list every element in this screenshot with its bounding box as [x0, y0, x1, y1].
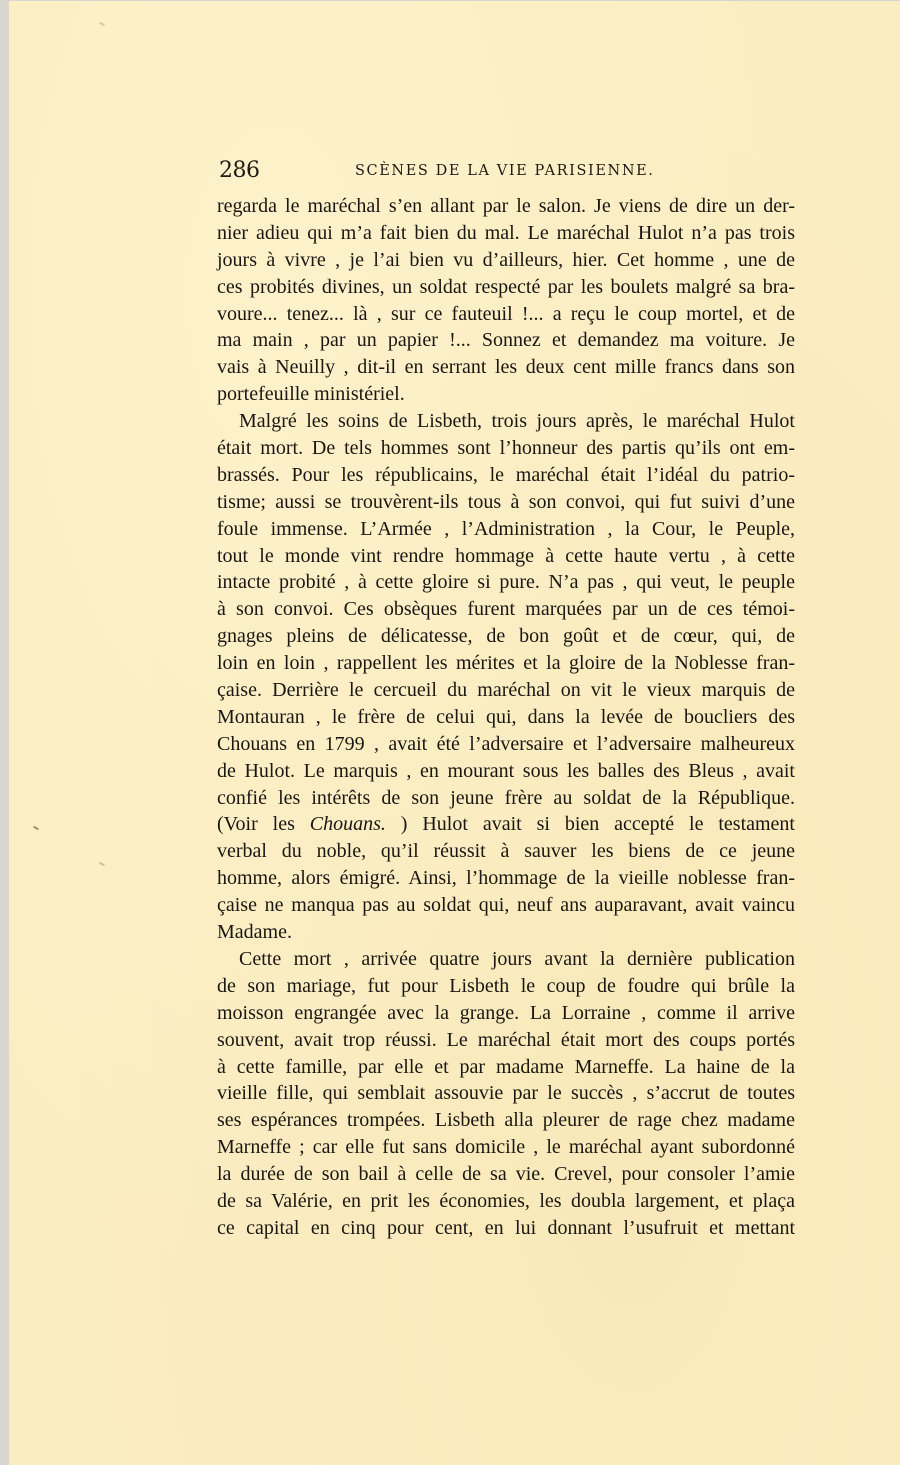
text-segment: ) Hulot avait si bien accepté le testament: [385, 813, 795, 836]
text-line: çaise ne manqua pas au soldat qui, neuf ans auparavant, avait vaincu: [217, 894, 795, 917]
text-segment: (Voir les: [217, 813, 310, 836]
text-line-with-italic: [217, 811, 795, 838]
text-line: confié les intérêts de son jeune frère au soldat de la République.: [217, 786, 795, 809]
text-line: brassés. Pour les républicains, le maréchal était l’idéal du patrio-: [217, 463, 795, 486]
text-line: Chouans en 1799 , avait été l’adversaire et l’adversaire malheureux: [217, 732, 795, 755]
text-line: Malgré les soins de Lisbeth, trois jours après, le maréchal Hulot: [239, 410, 795, 433]
body-text: [217, 193, 795, 1242]
text-line: foule immense. L’Armée , l’Administration , la Cour, le Peuple,: [217, 517, 795, 540]
text-line: de Hulot. Le marquis , en mourant sous les balles des Bleus , avait: [217, 759, 795, 782]
text-line: voure... tenez... là , sur ce fauteuil !... a reçu le coup mortel, et de: [217, 302, 795, 325]
text-line: vieille fille, qui semblait assouvie par le succès , s’accrut de toutes: [217, 1082, 795, 1105]
text-line: à son convoi. Ces obsèques furent marquées par un de ces témoi-: [217, 598, 795, 621]
text-line: verbal du noble, qu’il réussit à sauver les biens de ce jeune: [217, 840, 795, 863]
page-number: 286: [219, 158, 260, 183]
text-line: de son mariage, fut pour Lisbeth le coup de foudre qui brûle la: [217, 974, 795, 997]
page-header: [219, 158, 797, 188]
paper-speck: [99, 22, 105, 27]
text-line: à cette famille, par elle et par madame Marneffe. La haine de la: [217, 1055, 795, 1078]
text-line: gnages pleins de délicatesse, de bon goût et de cœur, qui, de: [217, 625, 795, 648]
text-line: loin en loin , rappellent les mérites et la gloire de la Noblesse fran-: [217, 652, 795, 675]
text-line: nier adieu qui m’a fait bien du mal. Le maréchal Hulot n’a pas trois: [217, 221, 795, 244]
text-line: ce capital en cinq pour cent, en lui donnant l’usufruit et mettant: [217, 1216, 795, 1239]
running-title: SCÈNES DE LA VIE PARISIENNE.: [355, 163, 655, 179]
text-line: de sa Valérie, en prit les économies, les doubla largement, et plaça: [217, 1189, 795, 1212]
text-line: Cette mort , arrivée quatre jours avant la dernière publication: [239, 947, 795, 970]
text-line: moisson engrangée avec la grange. La Lorraine , comme il arrive: [217, 1001, 795, 1024]
paper-speck: [99, 862, 105, 867]
italic-book-title: Chouans.: [309, 813, 386, 836]
text-line: tout le monde vint rendre hommage à cette haute vertu , à cette: [217, 544, 795, 567]
text-line: ces probités divines, un soldat respecté par les boulets malgré sa bra-: [217, 275, 795, 298]
text-line: homme, alors émigré. Ainsi, l’hommage de la vieille noblesse fran-: [217, 867, 795, 890]
text-line: ses espérances trompées. Lisbeth alla pleurer de rage chez madame: [217, 1109, 795, 1132]
text-line: regarda le maréchal s’en allant par le salon. Je viens de dire un der-: [217, 195, 795, 217]
text-line: vais à Neuilly , dit-il en serrant les deux cent mille francs dans son: [217, 356, 795, 379]
text-line: jours à vivre , je l’ai bien vu d’ailleurs, hier. Cet homme , une de: [217, 248, 795, 271]
text-line: portefeuille ministériel.: [217, 383, 405, 406]
text-line: intacte probité , à cette gloire si pure. N’a pas , qui veut, le peuple: [217, 571, 795, 594]
text-line: Madame.: [217, 921, 292, 944]
text-line: ma main , par un papier !... Sonnez et demandez ma voiture. Je: [217, 329, 795, 352]
text-line: Montauran , le frère de celui qui, dans la levée de boucliers des: [217, 705, 795, 728]
text-line: était mort. De tels hommes sont l’honneur des partis qu’ils ont em-: [217, 437, 795, 460]
text-line: souvent, avait trop réussi. Le maréchal était mort des coups portés: [217, 1028, 795, 1051]
paper-speck: [33, 826, 39, 831]
text-line: tisme; aussi se trouvèrent-ils tous à son convoi, qui fut suivi d’une: [217, 490, 795, 513]
text-line: çaise. Derrière le cercueil du maréchal on vit le vieux marquis de: [217, 679, 795, 702]
text-line: Marneffe ; car elle fut sans domicile , le maréchal ayant subordonné: [217, 1136, 795, 1159]
text-line: la durée de son bail à celle de sa vie. Crevel, pour consoler l’amie: [217, 1163, 795, 1186]
